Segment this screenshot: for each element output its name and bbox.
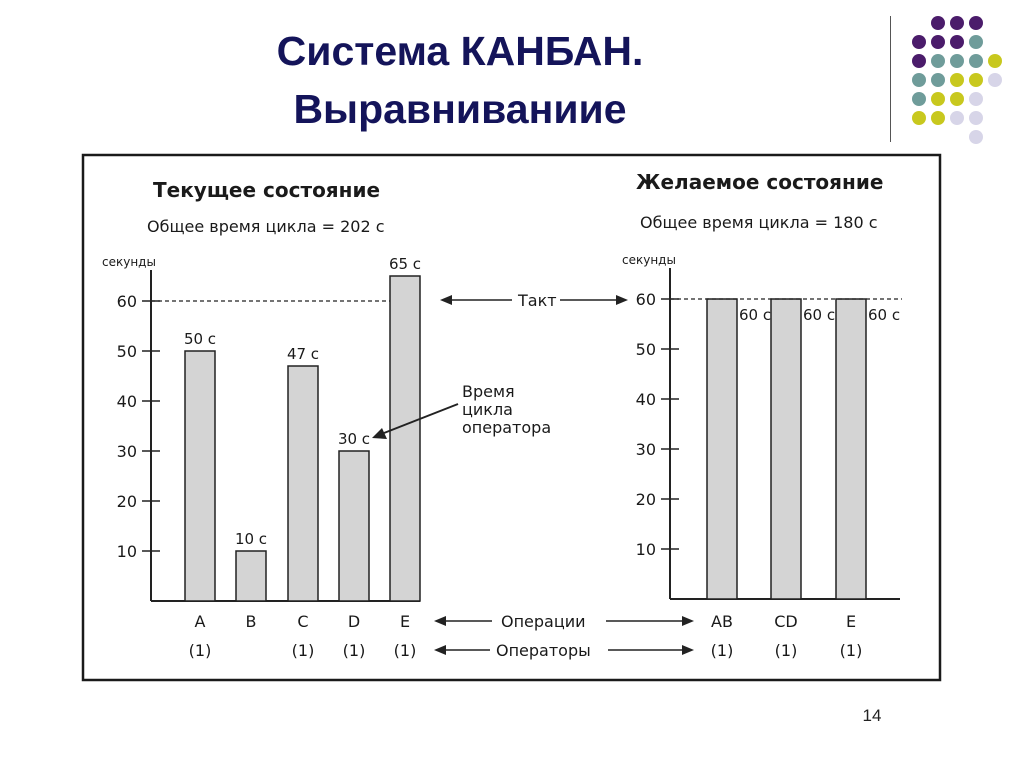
operations-label: Операции [501,612,586,631]
takt-label: Такт [518,291,557,310]
operator-count-label: (1) [291,641,315,660]
right-y-axis-label: секунды [622,253,676,267]
operators-label: Операторы [496,641,591,660]
operator-count-label: (1) [188,641,212,660]
bar [236,551,266,601]
desired-state-chart [636,268,902,660]
category-label: E [845,612,857,631]
y-tick-label: 40 [116,392,137,411]
y-tick-label: 50 [635,340,656,359]
category-label: E [399,612,411,631]
bar [185,351,215,601]
bar [836,299,866,599]
current-state-title: Текущее состояние [153,178,381,202]
y-tick-label: 10 [116,542,137,561]
operator-cycle-label-line1: Время [462,382,515,401]
operator-cycle-label-line3: оператора [462,418,552,437]
bar [390,276,420,601]
bar-data-label: 10 с [234,530,268,548]
operators-arrow-right-head [682,645,694,655]
operations-arrow-left-head [434,616,446,626]
desired-state-subtitle: Общее время цикла = 180 с [640,213,878,232]
operator-cycle-label-line2: цикла [462,400,513,419]
takt-arrow-left-head [440,295,452,305]
operators-arrow-left-head [434,645,446,655]
category-label: A [194,612,206,631]
category-label: AB [711,612,733,631]
y-tick-label: 20 [116,492,137,511]
desired-state-title: Желаемое состояние [636,170,884,194]
y-tick-label: 30 [116,442,137,461]
slide-title-line2: Выравниваниие [293,86,627,132]
y-tick-label: 60 [635,290,656,309]
bar-data-label: 60 с [868,306,901,324]
operator-count-label: (1) [342,641,366,660]
left-y-axis-label: секунды [102,255,156,269]
category-label: C [297,612,309,631]
bar-data-label: 65 с [388,255,422,273]
bar-data-label: 60 с [739,306,772,324]
y-tick-label: 30 [635,440,656,459]
category-label: B [245,612,257,631]
slide-number: 14 [862,706,882,725]
takt-arrow-right-head [616,295,628,305]
operator-count-label: (1) [710,641,734,660]
operations-arrow-right-head [682,616,694,626]
operator-count-label: (1) [774,641,798,660]
current-state-chart [117,255,421,660]
bar [339,451,369,601]
y-tick-label: 10 [635,540,656,559]
bar-data-label: 60 с [803,306,836,324]
y-tick-label: 60 [116,292,137,311]
slide-title-line1: Система КАНБАН. [276,28,644,74]
bar-data-label: 50 с [183,330,217,348]
operator-count-label: (1) [839,641,863,660]
y-tick-label: 40 [635,390,656,409]
operator-count-label: (1) [393,641,417,660]
current-state-subtitle: Общее время цикла = 202 с [147,217,385,236]
category-label: D [347,612,361,631]
category-label: CD [774,612,798,631]
bar [288,366,318,601]
y-tick-label: 20 [635,490,656,509]
bar-data-label: 47 с [286,345,320,363]
bar-data-label: 30 с [337,430,371,448]
bar [707,299,737,599]
y-tick-label: 50 [116,342,137,361]
bar [771,299,801,599]
